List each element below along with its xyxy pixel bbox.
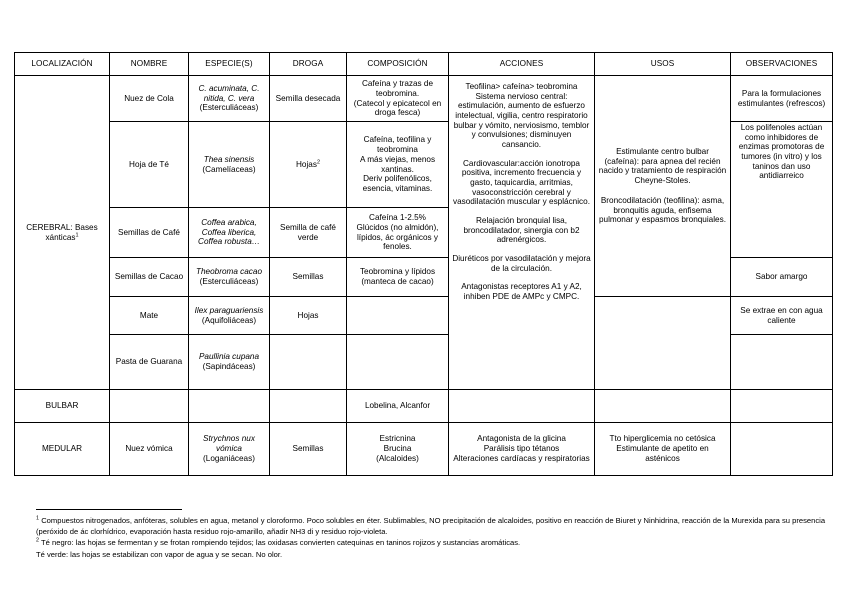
especie-cell xyxy=(189,297,270,335)
footnote-mark-2: 2 xyxy=(316,158,320,165)
footnote-2-text: Té negro: las hojas se fermentan y se frotan rompiendo tejidos; las oxidasas convierten catequinas en taninos rojizos y sustancias aromáticas. xyxy=(41,538,521,548)
droga-cell xyxy=(270,122,347,208)
medular-localizacion-cell: MEDULAR xyxy=(15,423,110,476)
footnote-divider xyxy=(36,509,182,510)
accion-paragraph: Antagonistas receptores A1 y A2, inhiben PDE de AMPc y CMPC. xyxy=(461,282,582,302)
composicion-line: A más viejas, menos xantinas. xyxy=(359,154,436,174)
observaciones-cell xyxy=(731,390,833,423)
header-observaciones: OBSERVACIONES xyxy=(731,53,833,76)
composicion-line: Estricnina xyxy=(379,434,416,444)
cerebral-localizacion-label: CEREBRAL: Bases xánticas xyxy=(26,222,98,242)
nombre-cell: Semillas de Café xyxy=(110,208,189,258)
droga-cell: Semilla de café verde xyxy=(270,208,347,258)
nombre-cell xyxy=(110,390,189,423)
composicion-line: Cafeína y trazas de teobromina. xyxy=(362,79,433,98)
uso-line: Estimulante de apetito en asténicos xyxy=(616,444,709,463)
nombre-cell: Nuez de Cola xyxy=(110,76,189,122)
table-row xyxy=(15,76,833,122)
acciones-cell xyxy=(449,390,595,423)
especie-family: (Camelíaceas) xyxy=(202,164,256,174)
droga-label: Hojas xyxy=(296,159,317,169)
especie-scientific-name: Ilex paraguariensis xyxy=(194,305,264,315)
especie-cell xyxy=(189,335,270,390)
usos-cell xyxy=(595,423,731,476)
footnote-1 xyxy=(36,515,826,537)
observaciones-cell: Para la formulaciones estimulantes (refrescos) xyxy=(731,76,833,122)
accion-paragraph: Teofilina> cafeína> teobromina Sistema nervioso central: estimulación, aumento de esfuerzo intelectual, vigilia, centro respiratorio bulbar y vómito, nerviosismo, temblor y convulsiones; disminuyen cansancio. xyxy=(453,82,590,150)
observaciones-cell: Se extrae en con agua caliente xyxy=(731,297,833,335)
composicion-line: Teobromina y lípidos (manteca de cacao) xyxy=(359,267,436,286)
header-composicion: COMPOSICIÓN xyxy=(347,53,449,76)
table-row xyxy=(15,390,833,423)
accion-line: Alteraciones cardíacas y respiratorias xyxy=(453,453,590,463)
uso-paragraph: Estimulante centro bulbar (cafeína): para apnea del recién nacido y tratamiento de respiración Cheyne-Stoles. xyxy=(598,147,727,186)
header-droga: DROGA xyxy=(270,53,347,76)
usos-cell xyxy=(595,390,731,423)
cerebral-acciones-cell xyxy=(449,76,595,390)
acciones-cell xyxy=(449,423,595,476)
composicion-line: Cafeína, teofilina y teobromina xyxy=(363,135,432,155)
especie-cell xyxy=(189,423,270,476)
observaciones-cell xyxy=(731,335,833,390)
composicion-cell xyxy=(347,76,449,122)
usos-empty-cell xyxy=(595,297,731,390)
especie-cell xyxy=(189,390,270,423)
observaciones-cell xyxy=(731,423,833,476)
droga-cell: Semillas xyxy=(270,258,347,297)
composicion-line: (Catecol y epicatecol en droga fesca) xyxy=(353,98,442,118)
accion-paragraph: Cardiovascular:acción ionotropa positiva, incremento frecuencia y gasto, taquicardia, arritmias, vasoconstricción cerebral y vasodilatación muscular y esplácnico. xyxy=(453,158,590,207)
nombre-cell: Hoja de Té xyxy=(110,122,189,208)
especie-family: (Esterculiáceas) xyxy=(199,277,259,286)
especie-cell xyxy=(189,258,270,297)
composicion-cell xyxy=(347,335,449,390)
cerebral-localizacion-cell xyxy=(15,76,110,390)
footnotes xyxy=(36,515,826,560)
nombre-cell: Semillas de Cacao xyxy=(110,258,189,297)
footnote-2 xyxy=(36,537,826,548)
especie-family: (Sapindáceas) xyxy=(202,362,256,371)
nombre-cell: Nuez vómica xyxy=(110,423,189,476)
especie-scientific-name: Strychnos nux vómica xyxy=(203,434,255,454)
especie-cell xyxy=(189,208,270,258)
droga-cell xyxy=(270,390,347,423)
especie-scientific-name: Thea sinensis xyxy=(203,154,255,164)
especie-family: (Aquifoliáceas) xyxy=(201,315,257,325)
especie-cell xyxy=(189,76,270,122)
droga-cell xyxy=(270,335,347,390)
composicion-line: Cafeína 1-2.5% xyxy=(369,213,426,223)
accion-paragraph: Relajación bronquial lisa, broncodilatador, sinergia con b2 adrenérgicos. xyxy=(463,216,580,245)
composicion-cell xyxy=(347,208,449,258)
composicion-cell xyxy=(347,423,449,476)
uso-paragraph: Broncodilatación (teofilina): asma, bronquitis aguda, enfisema pulmonar y espasmos bronquiales. xyxy=(599,195,726,225)
especie-family: (Esterculiáceas) xyxy=(199,103,259,113)
header-especies: ESPECIE(S) xyxy=(189,53,270,76)
especie-scientific-name: Theobroma cacao xyxy=(196,267,262,277)
accion-line: Antagonista de la glicina xyxy=(477,434,566,444)
footnote-1-mark: 1 xyxy=(36,515,40,522)
especie-cell xyxy=(189,122,270,208)
accion-paragraph: Diuréticos por vasodilatación y mejora de la circulación. xyxy=(452,254,591,273)
especie-scientific-name: Paullinia cupana xyxy=(198,352,260,362)
footnote-mark-1: 1 xyxy=(75,231,79,238)
nombre-cell: Mate xyxy=(110,297,189,335)
especie-scientific-name: C. acuminata, C. nitida, C. vera xyxy=(198,83,260,103)
droga-cell: Hojas xyxy=(270,297,347,335)
table-row xyxy=(15,423,833,476)
header-localizacion: LOCALIZACIÓN xyxy=(15,53,110,76)
header-nombre: NOMBRE xyxy=(110,53,189,76)
observaciones-cell: Los polifenoles actúan como inhibidores de enzimas promotoras de tumores (in vitro) y los taninos dan uso antidiarreico xyxy=(731,122,833,258)
xanthine-drugs-table xyxy=(14,52,833,476)
table-row xyxy=(15,297,833,335)
footnote-2-mark: 2 xyxy=(36,537,40,544)
header-acciones: ACCIONES xyxy=(449,53,595,76)
footnote-1-text: Compuestos nitrogenados, anfóteras, solubles en agua, metanol y cloroformo. Poco solubles en éter. Sublimables, NO precipitación de alcaloides, positivo en reacción de Biuret y Ninhidrina, reacción de la Murexida para su presencia (peróxido de ác clorhídrico, evaporación hasta residuo rojo-amarillo, añadir NH3 di y residuo rojo-violeta. xyxy=(36,516,826,537)
accion-line: Parálisis tipo tétanos xyxy=(483,444,560,454)
composicion-line: Deriv polifenólicos, esencia, vitaminas. xyxy=(362,174,433,193)
composicion-line: (Alcaloides) xyxy=(376,453,419,463)
composicion-line: Brucina xyxy=(383,444,412,454)
cerebral-usos-cell xyxy=(595,76,731,297)
footnote-3-text: Té verde: las hojas se estabilizan con vapor de agua y se secan. No olor. xyxy=(36,549,283,559)
especie-family: (Loganiáceas) xyxy=(203,453,255,463)
especie-scientific-name: Coffea arabica, Coffea liberica, Coffea robusta… xyxy=(198,217,260,247)
header-row xyxy=(15,53,833,76)
uso-line: Tto hiperglicemia no cetósica xyxy=(609,434,716,444)
header-usos: USOS xyxy=(595,53,731,76)
observaciones-cell: Sabor amargo xyxy=(731,258,833,297)
footnote-3 xyxy=(36,549,826,560)
composicion-cell xyxy=(347,122,449,208)
droga-cell: Semillas xyxy=(270,423,347,476)
composicion-cell xyxy=(347,297,449,335)
composicion-cell: Lobelina, Alcanfor xyxy=(347,390,449,423)
bulbar-localizacion-cell: BULBAR xyxy=(15,390,110,423)
composicion-cell xyxy=(347,258,449,297)
composicion-line: Glúcidos (no almidón), lípidos, ác orgánicos y fenoles. xyxy=(356,222,439,252)
nombre-cell: Pasta de Guarana xyxy=(110,335,189,390)
droga-cell: Semilla desecada xyxy=(270,76,347,122)
